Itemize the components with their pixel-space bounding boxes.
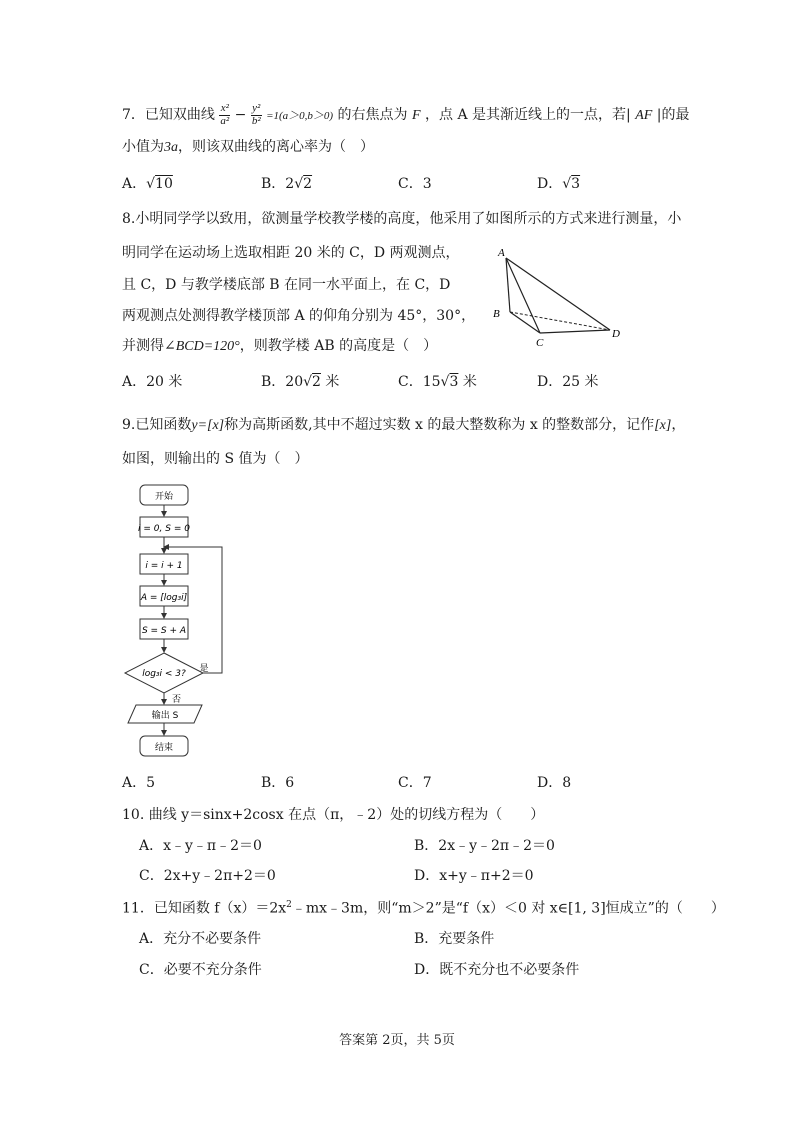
q11-option-c[interactable]: C．必要不充分条件 bbox=[139, 962, 262, 978]
q7-focus-var: F bbox=[412, 108, 421, 124]
q10-option-c[interactable]: C．2x+y﹣2π+2＝0 bbox=[139, 868, 276, 884]
point-d-label: D bbox=[612, 328, 620, 340]
q10-option-a[interactable]: A．x﹣y﹣π﹣2＝0 bbox=[139, 838, 262, 854]
q7-option-a[interactable]: A．√10 bbox=[122, 176, 173, 192]
q8-option-a[interactable]: A．20 米 bbox=[122, 374, 183, 390]
q9-option-c[interactable]: C．7 bbox=[398, 775, 432, 791]
q9-option-d[interactable]: D．8 bbox=[537, 775, 572, 791]
q8-geometry-figure bbox=[484, 240, 634, 355]
point-b-label: B bbox=[493, 308, 500, 320]
q10-option-d[interactable]: D．x+y﹣π+2＝0 bbox=[414, 868, 534, 884]
flow-yes-label: 是 bbox=[199, 664, 209, 674]
q7-line1 bbox=[122, 103, 689, 127]
flow-start-label: 开始 bbox=[154, 492, 174, 502]
q7-min-value: 3a bbox=[164, 140, 178, 155]
flow-increment-label: i = i + 1 bbox=[145, 561, 183, 571]
point-a-label: A bbox=[498, 247, 505, 259]
page-footer: 答案第 2页，共 5页 bbox=[339, 1033, 455, 1048]
q8-angle: ∠BCD bbox=[164, 339, 204, 354]
flow-no-label: 否 bbox=[172, 695, 182, 705]
q7-option-b[interactable]: B．2√2 bbox=[261, 176, 313, 192]
q9-line1: 9.已知函数y=[x]称为高斯函数,其中不超过实数 x 的最大整数称为 x 的整数部分，记作[x]， bbox=[122, 417, 686, 433]
q7-text: 7．已知双曲线 bbox=[122, 107, 215, 124]
q7-fraction-y: $\frac{\text{y²}}{\text{b²}}$ bbox=[251, 102, 261, 127]
edge-bd-dashed bbox=[510, 312, 610, 330]
q11-stem: 11．已知函数 $f(x)=2x^2﹣mx﹣3m$，则“m＞2”是“f（x）＜0 对 x∈[1, 3]恒成立”的（ ） bbox=[122, 900, 725, 917]
q7-condition: =1(a＞0,b＞0) bbox=[266, 110, 334, 123]
q8-line5: 并测得∠BCD=120°，则教学楼 AB 的高度是（ ） bbox=[122, 338, 438, 354]
q7-fraction-x: $\frac{\text{x²}}{\text{a²}}$ bbox=[220, 102, 230, 127]
q11-option-b[interactable]: B．充要条件 bbox=[414, 931, 495, 947]
q9-bracket: [x] bbox=[654, 418, 672, 433]
q8-line2: 明同学在运动场上选取相距 20 米的 C，D 两观测点， bbox=[122, 245, 460, 261]
q11-option-a[interactable]: A．充分不必要条件 bbox=[139, 931, 262, 947]
q7-text: |的最 bbox=[656, 107, 690, 124]
flow-output-label: 输出 S bbox=[151, 711, 179, 721]
flow-sum-label: S = S + A bbox=[141, 626, 187, 636]
q8-line4: 两观测点处测得教学楼顶部 A 的仰角分别为 45°，30°， bbox=[122, 308, 476, 324]
q9-option-a[interactable]: A．5 bbox=[122, 775, 156, 791]
edge-ad bbox=[506, 258, 610, 330]
q7-line2 bbox=[122, 140, 374, 155]
q7-af-var: AF bbox=[635, 108, 653, 124]
q7-option-c[interactable]: C．3 bbox=[398, 176, 432, 192]
q7-text: 小值为 bbox=[122, 139, 164, 155]
q8-option-b[interactable]: B．20√2 米 bbox=[261, 374, 340, 390]
q11-option-d[interactable]: D．既不充分也不必要条件 bbox=[414, 962, 580, 978]
q8-line3: 且 C，D 与教学楼底部 B 在同一水平面上，在 C，D bbox=[122, 277, 451, 293]
q7-option-d[interactable]: D．√3 bbox=[537, 176, 581, 192]
q9-option-b[interactable]: B．6 bbox=[261, 775, 295, 791]
q8-angle-value: =120° bbox=[203, 339, 240, 354]
q8-line1: 8.小明同学学以致用，欲测量学校教学楼的高度，他采用了如图所示的方式来进行测量，小 bbox=[122, 211, 682, 227]
q7-minus: − bbox=[234, 107, 247, 124]
q7-text: ，则该双曲线的离心率为（ ） bbox=[178, 139, 374, 155]
q7-text: ，点 A 是其渐近线上的一点，若| bbox=[425, 107, 631, 124]
q9-line2: 如图，则输出的 S 值为（ ） bbox=[122, 451, 309, 467]
flow-condition-label: log₃i < 3? bbox=[142, 669, 186, 679]
edge-cd bbox=[540, 330, 610, 333]
q7-text: 的右焦点为 bbox=[337, 107, 408, 124]
q8-option-d[interactable]: D．25 米 bbox=[537, 374, 599, 390]
q8-option-c[interactable]: C．15√3 米 bbox=[398, 374, 477, 390]
flow-assign-label: A = [log₃i] bbox=[140, 593, 188, 603]
flow-init-label: i = 0, S = 0 bbox=[138, 524, 190, 534]
point-c-label: C bbox=[536, 337, 544, 349]
q10-option-b[interactable]: B．2x﹣y﹣2π﹣2＝0 bbox=[414, 838, 555, 854]
q10-stem: 10. 曲线 y＝sinx+2cosx 在点（π，﹣2）处的切线方程为（ ） bbox=[122, 807, 545, 823]
flow-end-label: 结束 bbox=[154, 743, 174, 753]
q9-flowchart bbox=[120, 482, 240, 764]
q9-function: y=[x] bbox=[191, 418, 225, 433]
